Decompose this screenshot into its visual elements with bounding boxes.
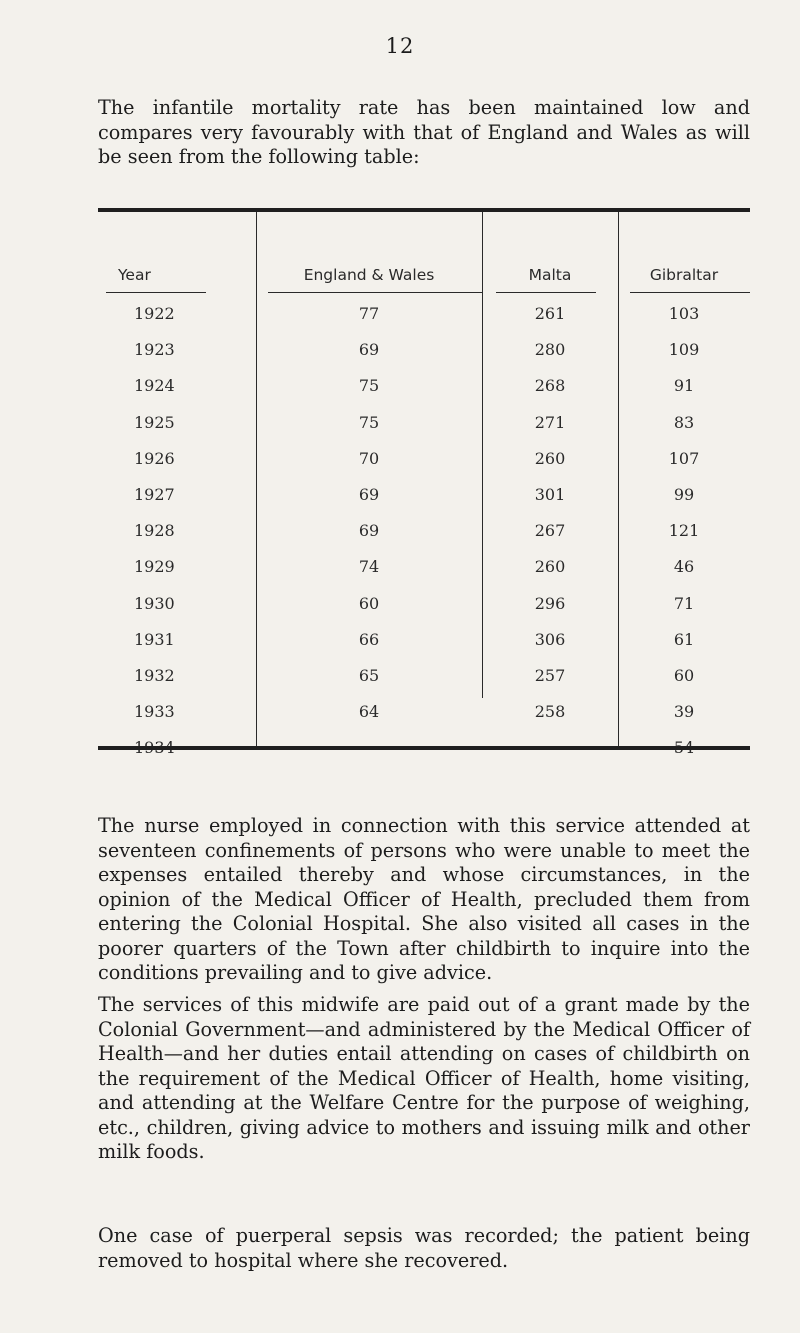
header-underline [268,292,482,293]
cell-malta: 306 [534,629,566,649]
services-paragraph: The services of this midwife are paid out of a grant made by the Colonial Government—and administered by the Medical Officer of Health—and her duties entail attending on cases of childbirth on the requirement of the Medical Officer of Health, home visiting, and attending at the Welfare Centre for the purpose of weighing, etc., children, giving advice to mothers and issuing milk and other milk foods. [98,993,750,1163]
infant-mortality-table [98,208,750,750]
cell-england-wales: 77 [358,304,380,323]
cell-gibraltar: 71 [673,593,695,613]
table-bottom-rule [98,746,750,750]
cell-malta: 271 [534,412,566,432]
table-row [98,594,750,626]
cell-england-wales: 69 [358,340,380,360]
table-row [98,340,750,372]
cell-gibraltar: 60 [673,666,695,685]
cell-england-wales: 70 [358,448,380,468]
sepsis-paragraph: One case of puerperal sepsis was recorded; the patient being removed to hospital where she recovered. [98,1224,750,1272]
table-row [98,557,750,589]
cell-england-wales: 65 [358,666,380,685]
table-top-rule [98,208,750,212]
cell-gibraltar: 39 [673,702,695,722]
cell-year: 1930 [134,593,175,613]
cell-malta: 260 [534,448,566,468]
table-row [98,485,750,517]
cell-malta: 260 [534,557,566,577]
header-gibraltar: Gibraltar [649,266,719,284]
cell-malta: 268 [534,376,566,396]
intro-paragraph: The infantile mortality rate has been maintained low and compares very favourably with that of England and Wales as will be seen from the following table: [98,96,750,168]
cell-year: 1924 [134,376,175,396]
cell-england-wales: 74 [358,557,380,577]
cell-year: 1933 [134,702,175,722]
cell-england-wales: 69 [358,485,380,504]
table-row [98,738,750,770]
table-row [98,304,750,336]
cell-malta: 261 [534,304,566,323]
header-malta: Malta [528,266,572,284]
cell-year: 1932 [134,666,175,685]
cell-malta: 280 [534,340,566,360]
cell-england-wales: 75 [358,376,380,396]
table-row [98,630,750,662]
cell-year: 1931 [134,629,175,649]
header-underline [630,292,750,293]
cell-gibraltar: 103 [668,304,700,323]
cell-malta: 258 [534,702,566,722]
cell-gibraltar: 107 [668,448,700,468]
nurse-paragraph: The nurse employed in connection with this service attended at seventeen confinements of persons who were unable to meet the expenses entailed thereby and whose circumstances, in the opinion of the Medical Officer of Health, precluded them from entering the Colonial Hospital. She also visited all cases in the poorer quarters of the Town after childbirth to inquire into the conditions prevailing and to give advice. [98,814,750,984]
cell-england-wales: 69 [358,521,380,541]
header-year: Year [118,266,151,284]
cell-england-wales: 75 [358,412,380,432]
table-row [98,521,750,553]
cell-year: 1928 [134,521,175,541]
cell-gibraltar: 99 [673,485,695,504]
cell-england-wales: 64 [358,702,380,722]
header-underline [106,292,206,293]
cell-malta: 301 [534,485,566,504]
table-row [98,666,750,698]
header-underline [496,292,596,293]
cell-gibraltar: 109 [668,340,700,360]
cell-year: 1923 [134,340,175,360]
cell-gibraltar: 46 [673,557,695,577]
cell-malta: 296 [534,593,566,613]
table-row [98,449,750,481]
cell-year: 1929 [134,557,175,577]
table-row [98,702,750,734]
cell-gibraltar: 61 [673,629,695,649]
cell-england-wales: 60 [358,593,380,613]
cell-gibraltar: 121 [668,521,700,541]
cell-malta: 257 [534,666,566,685]
cell-gibraltar: 91 [673,376,695,396]
cell-year: 1927 [134,485,175,504]
table-row [98,413,750,445]
cell-england-wales: 66 [358,629,380,649]
cell-year: 1922 [134,304,175,323]
header-england-wales: England & Wales [303,266,435,284]
page-number: 12 [385,34,415,58]
table-row [98,376,750,408]
cell-year: 1926 [134,448,175,468]
cell-malta: 267 [534,521,566,541]
cell-gibraltar: 83 [673,412,695,432]
cell-year: 1925 [134,412,175,432]
